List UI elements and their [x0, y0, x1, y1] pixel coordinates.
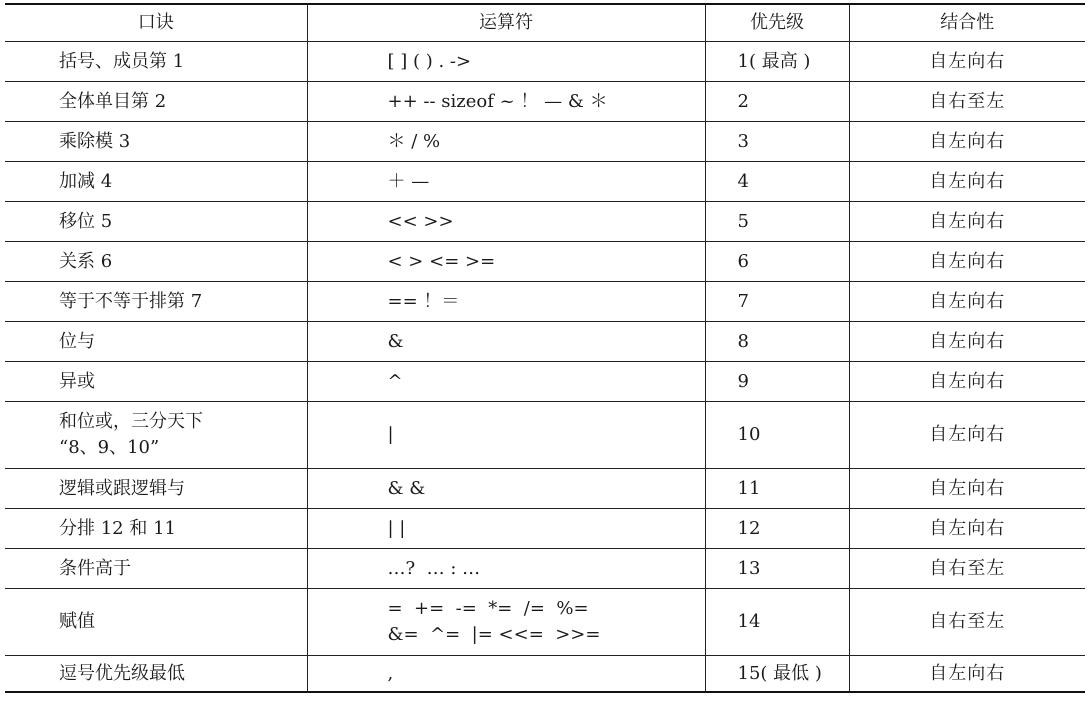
precedence-cell: 2	[705, 82, 849, 122]
mnemonic-cell-line: 逗号优先级最低	[59, 662, 185, 684]
operators-cell	[307, 322, 705, 362]
operators-cell-line: ＋ —	[387, 170, 430, 192]
mnemonic-cell	[5, 282, 307, 322]
mnemonic-cell-line: 关系 6	[59, 250, 113, 272]
precedence-cell: 5	[705, 202, 849, 242]
table-row	[5, 656, 1085, 693]
associativity-cell: 自右至左	[849, 549, 1085, 589]
precedence-cell: 14	[705, 589, 849, 656]
operators-cell-line: < > <= >=	[387, 250, 496, 272]
associativity-cell: 自左向右	[849, 282, 1085, 322]
mnemonic-cell	[5, 202, 307, 242]
mnemonic-cell	[5, 469, 307, 509]
precedence-cell: 1( 最高 )	[705, 42, 849, 82]
precedence-cell: 9	[705, 362, 849, 402]
operators-cell	[307, 162, 705, 202]
operators-cell	[307, 656, 705, 693]
operators-cell	[307, 549, 705, 589]
table-row	[5, 509, 1085, 549]
mnemonic-cell-line: 加减 4	[59, 170, 113, 192]
table-row	[5, 589, 1085, 656]
associativity-cell: 自左向右	[849, 469, 1085, 509]
mnemonic-cell-line: 异或	[59, 370, 95, 392]
associativity-cell: 自左向右	[849, 242, 1085, 282]
associativity-cell: 自左向右	[849, 42, 1085, 82]
mnemonic-cell-line: 位与	[59, 330, 95, 352]
operators-cell	[307, 242, 705, 282]
mnemonic-cell-line: 乘除模 3	[59, 130, 131, 152]
associativity-cell: 自左向右	[849, 362, 1085, 402]
table-row	[5, 122, 1085, 162]
operators-cell-line: = += -= *= /= %=	[387, 598, 589, 619]
precedence-cell: 15( 最低 )	[705, 656, 849, 693]
mnemonic-cell	[5, 362, 307, 402]
table-row	[5, 282, 1085, 322]
operator-precedence-table	[5, 3, 1085, 693]
mnemonic-cell-line: 等于不等于排第 7	[59, 290, 203, 312]
header-row	[5, 4, 1085, 42]
operators-cell-line: &= ^= |= <<= >>=	[387, 624, 601, 645]
associativity-cell: 自左向右	[849, 122, 1085, 162]
table-body	[5, 42, 1085, 693]
precedence-cell: 10	[705, 402, 849, 469]
associativity-cell: 自左向右	[849, 322, 1085, 362]
operators-cell	[307, 509, 705, 549]
mnemonic-cell	[5, 122, 307, 162]
precedence-cell: 7	[705, 282, 849, 322]
mnemonic-cell	[5, 42, 307, 82]
header-operators: 运算符	[307, 4, 705, 42]
mnemonic-cell-line: “8、9、10”	[59, 437, 160, 458]
table-row	[5, 162, 1085, 202]
table-row	[5, 42, 1085, 82]
mnemonic-cell	[5, 549, 307, 589]
operators-cell	[307, 42, 705, 82]
operators-cell-line: |	[387, 424, 394, 445]
operators-cell	[307, 82, 705, 122]
operators-cell-line: == ！＝	[387, 290, 460, 312]
mnemonic-cell	[5, 162, 307, 202]
table-row	[5, 202, 1085, 242]
table-row	[5, 469, 1085, 509]
mnemonic-cell-line: 分排 12 和 11	[59, 517, 176, 539]
operators-cell-line: &	[387, 330, 404, 352]
operators-cell-line: & &	[387, 477, 426, 499]
header-precedence: 优先级	[705, 4, 849, 42]
mnemonic-cell-line: 括号、成员第 1	[59, 50, 185, 72]
mnemonic-cell	[5, 82, 307, 122]
operators-cell-line: ^	[387, 370, 403, 392]
table-row	[5, 322, 1085, 362]
mnemonic-cell-line: 全体单目第 2	[59, 90, 167, 112]
mnemonic-cell	[5, 656, 307, 693]
table-row	[5, 362, 1085, 402]
table-row	[5, 402, 1085, 469]
precedence-cell: 6	[705, 242, 849, 282]
associativity-cell: 自左向右	[849, 509, 1085, 549]
table-row	[5, 242, 1085, 282]
mnemonic-cell	[5, 322, 307, 362]
mnemonic-cell-line: 逻辑或跟逻辑与	[59, 477, 185, 499]
precedence-cell: 3	[705, 122, 849, 162]
associativity-cell: 自左向右	[849, 162, 1085, 202]
precedence-cell: 4	[705, 162, 849, 202]
operators-cell-line: | |	[387, 517, 406, 539]
precedence-cell: 13	[705, 549, 849, 589]
operators-cell	[307, 202, 705, 242]
operators-cell	[307, 469, 705, 509]
associativity-cell: 自左向右	[849, 656, 1085, 693]
precedence-cell: 8	[705, 322, 849, 362]
operators-cell-line: ,	[387, 662, 394, 684]
associativity-cell: 自右至左	[849, 589, 1085, 656]
operators-cell	[307, 282, 705, 322]
operators-cell-line: ++ -- sizeof ~ ！ — & ＊	[387, 90, 608, 112]
associativity-cell: 自左向右	[849, 402, 1085, 469]
mnemonic-cell-line: 条件高于	[59, 557, 131, 579]
mnemonic-cell	[5, 402, 307, 469]
operators-cell	[307, 402, 705, 469]
operators-cell	[307, 122, 705, 162]
operators-cell	[307, 362, 705, 402]
table-row	[5, 82, 1085, 122]
mnemonic-cell	[5, 509, 307, 549]
header-mnemonic: 口诀	[5, 4, 307, 42]
precedence-cell: 12	[705, 509, 849, 549]
mnemonic-cell-line: 移位 5	[59, 210, 113, 232]
associativity-cell: 自右至左	[849, 82, 1085, 122]
header-associativity: 结合性	[849, 4, 1085, 42]
operators-cell-line: << >>	[387, 210, 454, 232]
operators-cell-line: …? … : …	[387, 557, 481, 579]
table-row	[5, 549, 1085, 589]
precedence-cell: 11	[705, 469, 849, 509]
operators-cell	[307, 589, 705, 656]
associativity-cell: 自左向右	[849, 202, 1085, 242]
mnemonic-cell	[5, 589, 307, 656]
mnemonic-cell	[5, 242, 307, 282]
mnemonic-cell-line: 赋值	[59, 611, 95, 632]
mnemonic-cell-line: 和位或，三分天下	[59, 411, 203, 432]
operators-cell-line: ＊ / %	[387, 130, 441, 152]
operators-cell-line: [ ] ( ) . ->	[387, 50, 472, 72]
